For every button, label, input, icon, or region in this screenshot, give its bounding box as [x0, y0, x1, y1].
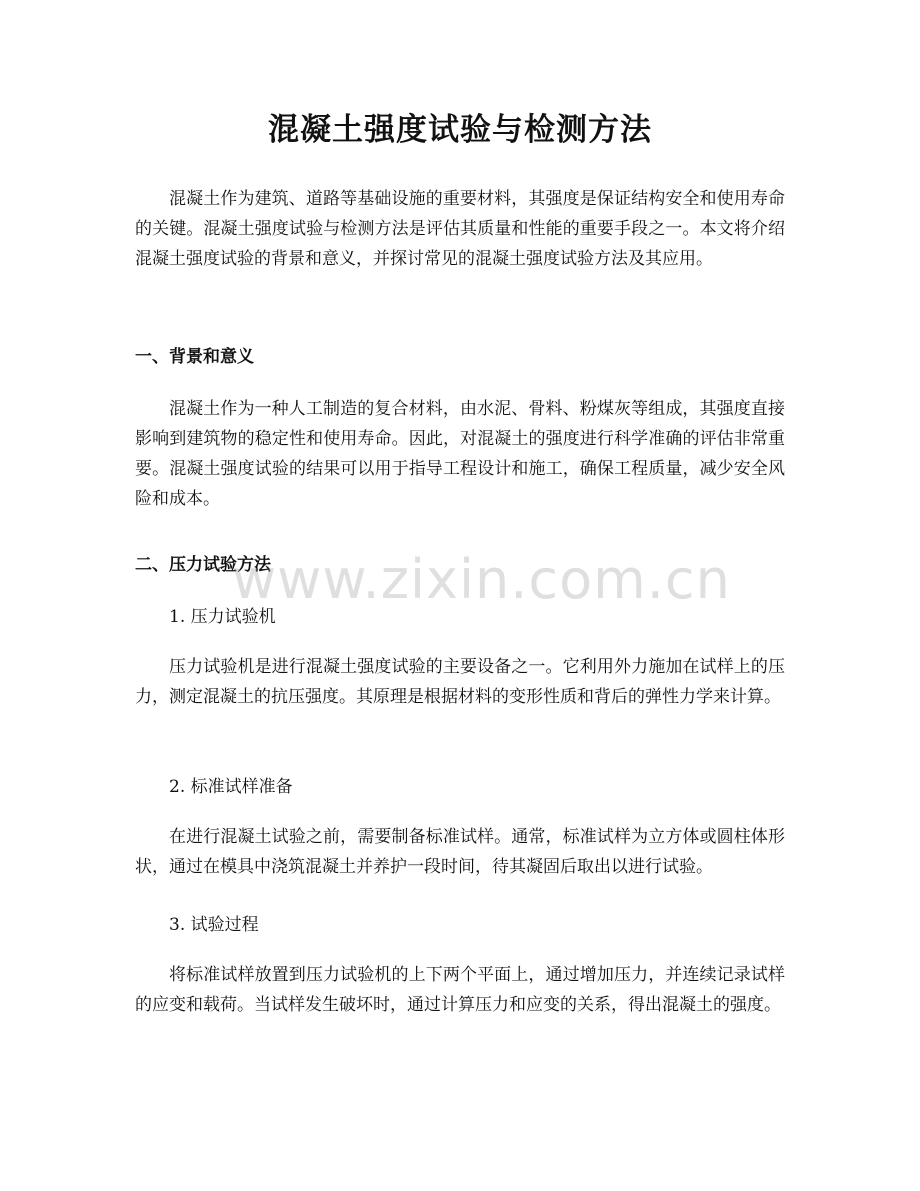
item-label-testing-machine: 1. 压力试验机: [169, 607, 276, 627]
item-paragraph-sample-preparation: 在进行混凝土试验之前，需要制备标准试样。通常，标准试样为立方体或圆柱体形状，通过在模具中浇筑混凝土并养护一段时间，待其凝固后取出以进行试验。: [135, 827, 785, 877]
item-label-test-process: 3. 试验过程: [169, 915, 259, 935]
section-heading-background: 一、背景和意义: [135, 347, 254, 367]
section-heading-pressure-test: 二、压力试验方法: [135, 555, 271, 575]
page-title: 混凝土强度试验与检测方法: [268, 112, 652, 148]
intro-paragraph: 混凝土作为建筑、道路等基础设施的重要材料，其强度是保证结构安全和使用寿命的关键。混凝土强度试验与检测方法是评估其质量和性能的重要手段之一。本文将介绍混凝土强度试验的背景和意义，并探讨常见的混凝土强度试验方法及其应用。: [135, 189, 785, 269]
item-paragraph-testing-machine: 压力试验机是进行混凝土强度试验的主要设备之一。它利用外力施加在试样上的压力，测定混凝土的抗压强度。其原理是根据材料的变形性质和背后的弹性力学来计算。: [135, 657, 785, 707]
item-label-sample-preparation: 2. 标准试样准备: [169, 777, 293, 797]
watermark: www.zixin.com.cn: [232, 548, 731, 611]
item-paragraph-test-process: 将标准试样放置到压力试验机的上下两个平面上，通过增加压力，并连续记录试样的应变和载荷。当试样发生破坏时，通过计算压力和应变的关系，得出混凝土的强度。: [135, 965, 785, 1015]
background-paragraph: 混凝土作为一种人工制造的复合材料，由水泥、骨料、粉煤灰等组成，其强度直接影响到建筑物的稳定性和使用寿命。因此，对混凝土的强度进行科学准确的评估非常重要。混凝土强度试验的结果可以用于指导工程设计和施工，确保工程质量，减少安全风险和成本。: [135, 399, 785, 509]
